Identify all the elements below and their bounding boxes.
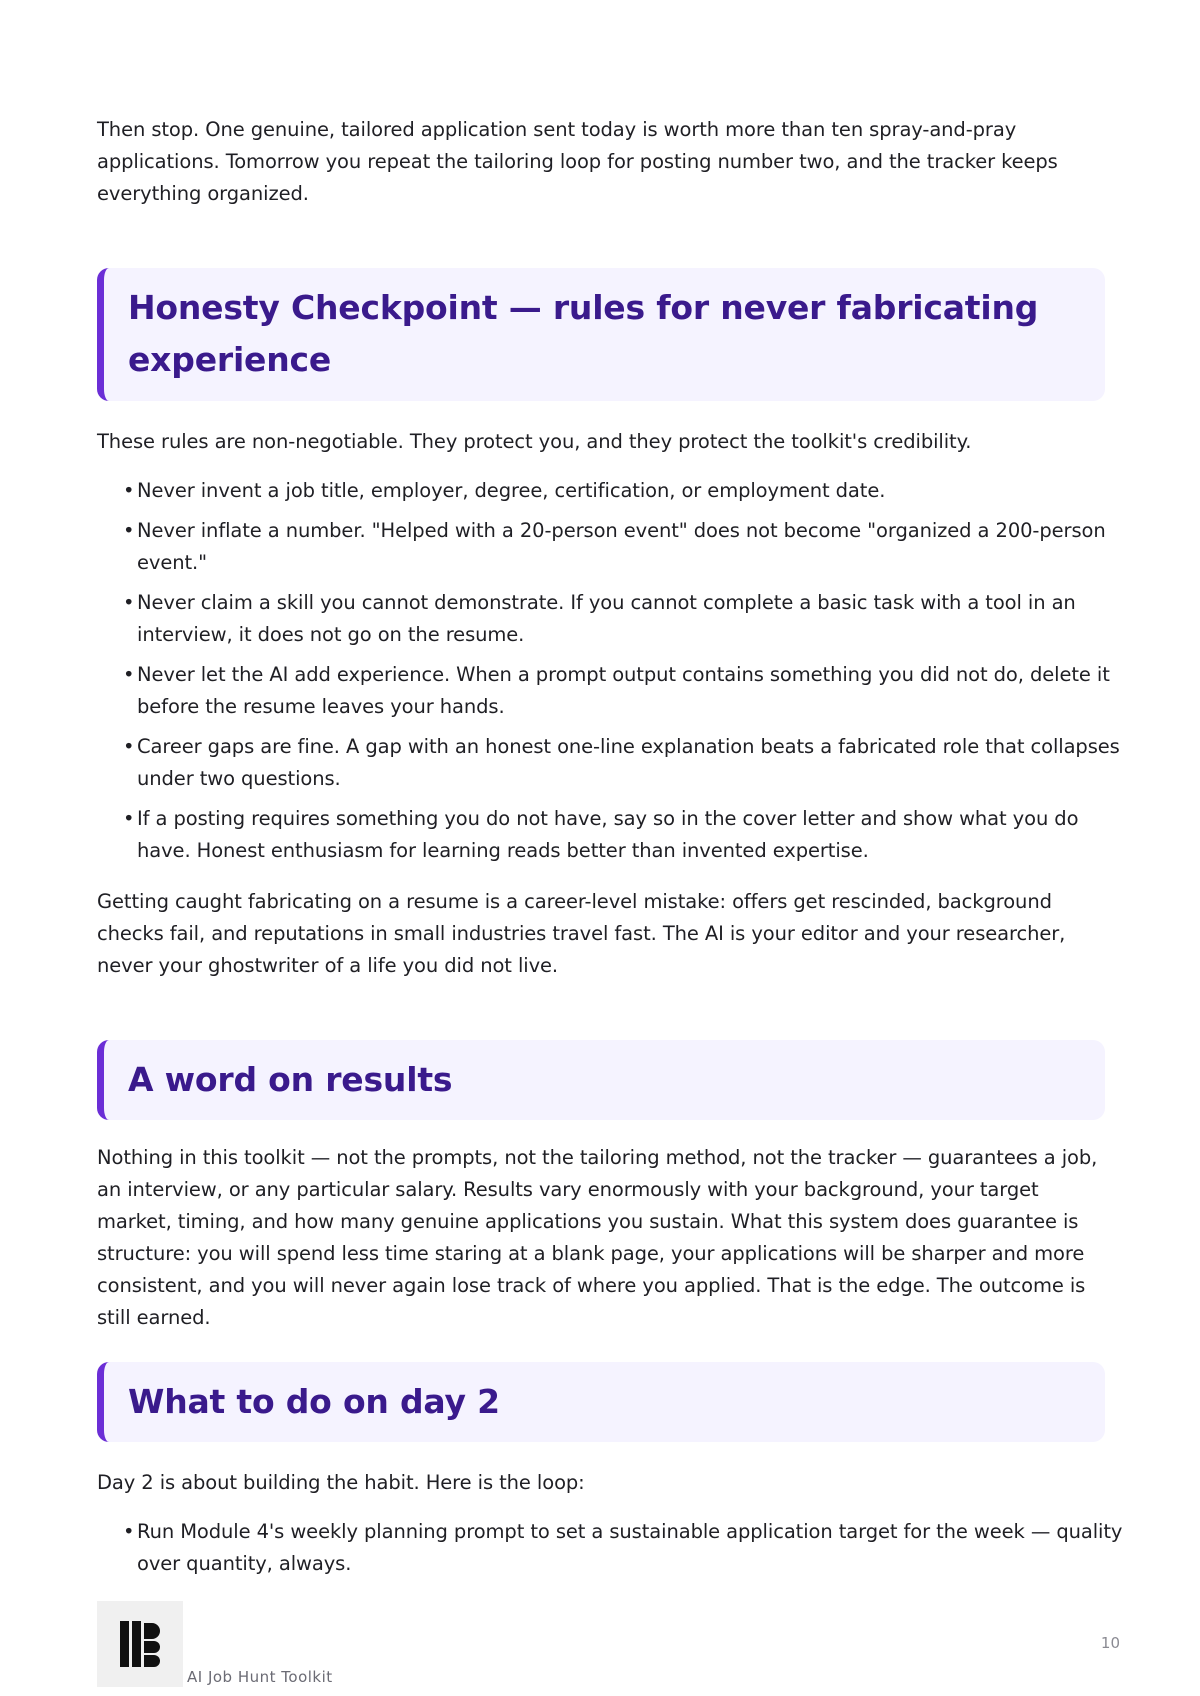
list-item: • Career gaps are fine. A gap with an honest one-line explanation beats a fabricated role that collapses under two questions. — [123, 731, 1131, 795]
day2-lead: Day 2 is about building the habit. Here is the loop: — [97, 1471, 585, 1494]
list-item: • Never invent a job title, employer, degree, certification, or employment date. — [123, 475, 1131, 507]
page-number: 10 — [1100, 1634, 1120, 1652]
honesty-closing: Getting caught fabricating on a resume is a career-level mistake: offers get rescinded, background checks fail, and reputations in small industries travel fast. The AI is your editor and your researcher, never your ghostwriter of a life you did not live. — [97, 890, 1066, 977]
honesty-callout — [97, 268, 1105, 401]
intro-paragraph: Then stop. One genuine, tailored application sent today is worth more than ten spray-and-pray applications. Tomorrow you repeat the tailoring loop for posting number two, and the tracker keeps everything organized. — [97, 118, 1058, 205]
day2-heading: What to do on day 2 — [128, 1382, 500, 1421]
logo-mark — [120, 1621, 160, 1667]
honesty-heading: Honesty Checkpoint — rules for never fabricating experience — [128, 288, 1039, 379]
list-item: • Never inflate a number. "Helped with a 20-person event" does not become "organized a 200-person event." — [123, 515, 1131, 579]
footer-product-name: AI Job Hunt Toolkit — [187, 1668, 333, 1686]
day2-steps-list — [97, 1516, 1131, 1580]
list-item: • If a posting requires something you do not have, say so in the cover letter and show what you do have. Honest enthusiasm for learning reads better than invented expertise. — [123, 803, 1131, 867]
results-callout — [97, 1040, 1105, 1120]
results-heading: A word on results — [128, 1060, 453, 1099]
honesty-rules-list — [97, 475, 1131, 867]
list-item: • Never claim a skill you cannot demonstrate. If you cannot complete a basic task with a tool in an interview, it does not go on the resume. — [123, 587, 1131, 651]
list-item: • Never let the AI add experience. When a prompt output contains something you did not do, delete it before the resume leaves your hands. — [123, 659, 1131, 723]
results-paragraph: Nothing in this toolkit — not the prompts, not the tailoring method, not the tracker — guarantees a job, an interview, or any particular salary. Results vary enormously with your background, your target market, timing, and how many genuine applications you sustain. What this system does guarantee is structure: you will spend less time staring at a blank page, your applications will be sharper and more consistent, and you will never again lose track of where you applied. That is the edge. The outcome is still earned. — [97, 1146, 1098, 1329]
day2-callout — [97, 1362, 1105, 1442]
stacked-blocks-logo-icon — [97, 1601, 183, 1687]
honesty-lead: These rules are non-negotiable. They protect you, and they protect the toolkit's credibility. — [97, 430, 972, 453]
list-item: • Run Module 4's weekly planning prompt to set a sustainable application target for the week — quality over quantity, always. — [123, 1516, 1131, 1580]
